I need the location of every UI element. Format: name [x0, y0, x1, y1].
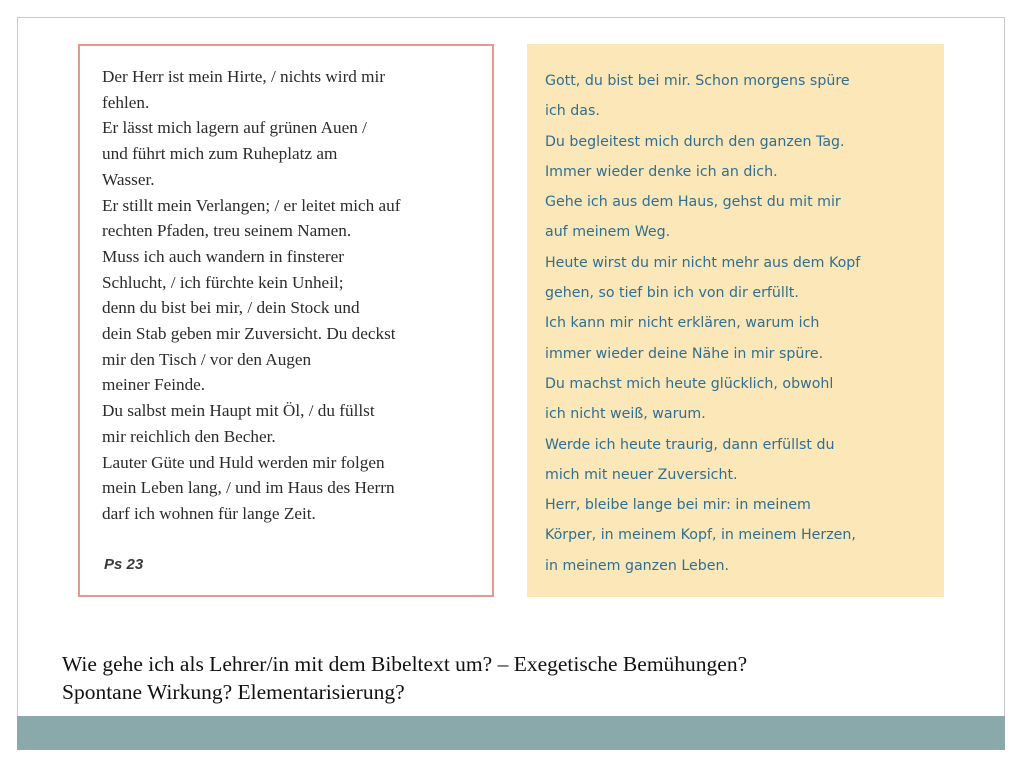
prayer-line: gehen, so tief bin ich von dir erfüllt. [545, 285, 799, 302]
prayer-line: Gott, du bist bei mir. Schon morgens spüre [545, 73, 850, 89]
prayer-line: Herr, bleibe lange bei mir: in meinem [545, 497, 811, 514]
psalm-text-box [78, 44, 494, 597]
psalm-reference: Ps 23 [104, 556, 144, 573]
psalm-line: Lauter Güte und Huld werden mir folgen [102, 452, 385, 472]
psalm-line: Der Herr ist mein Hirte, / nichts wird mir [102, 67, 386, 86]
prayer-line: auf meinem Weg. [545, 224, 671, 241]
psalm-line: dein Stab geben mir Zuversicht. Du deckst [102, 324, 396, 344]
prayer-line: in meinem ganzen Leben. [545, 557, 729, 574]
prayer-line: immer wieder deine Nähe in mir spüre. [545, 345, 824, 362]
psalm-line: fehlen. [102, 92, 150, 112]
psalm-line: Muss ich auch wandern in finsterer [102, 246, 344, 266]
psalm-line: meiner Feinde. [102, 375, 206, 395]
psalm-line: denn du bist bei mir, / dein Stock und [102, 298, 360, 318]
psalm-line: und führt mich zum Ruheplatz am [102, 144, 338, 164]
prayer-line: Du machst mich heute glücklich, obwohl [545, 375, 834, 392]
prayer-line: Du begleitest mich durch den ganzen Tag. [545, 133, 845, 150]
prayer-line: Heute wirst du mir nicht mehr aus dem Kopf [545, 254, 861, 271]
psalm-line: Er lässt mich lagern auf grünen Auen / [102, 118, 367, 138]
prayer-line: Ich kann mir nicht erklären, warum ich [545, 315, 820, 332]
prayer-line: Immer wieder denke ich an dich. [545, 163, 778, 180]
footer-bar [17, 716, 1005, 750]
prayer-line: Gehe ich aus dem Haus, gehst du mit mir [545, 194, 841, 211]
prayer-line: ich das. [545, 103, 600, 120]
question-line-1: Wie gehe ich als Lehrer/in mit dem Bibeltext um? – Exegetische Bemühungen? [62, 652, 748, 676]
psalm-line: Wasser. [102, 169, 155, 189]
psalm-line: rechten Pfaden, treu seinem Namen. [102, 221, 352, 241]
slide-question [62, 650, 992, 706]
psalm-line: mein Leben lang, / und im Haus des Herrn [102, 478, 395, 498]
psalm-line: darf ich wohnen für lange Zeit. [102, 503, 316, 523]
psalm-line: Schlucht, / ich fürchte kein Unheil; [102, 272, 344, 292]
prayer-line: mich mit neuer Zuversicht. [545, 466, 738, 483]
prayer-line: Körper, in meinem Kopf, in meinem Herzen, [545, 527, 856, 544]
psalm-line: Er stillt mein Verlangen; / er leitet mich auf [102, 195, 401, 215]
question-line-2: Spontane Wirkung? Elementarisierung? [62, 680, 405, 704]
psalm-line: mir den Tisch / vor den Augen [102, 349, 312, 369]
psalm-line: Du salbst mein Haupt mit Öl, / du füllst [102, 401, 375, 421]
prayer-line: ich nicht weiß, warum. [545, 406, 706, 423]
prayer-text-box [527, 44, 944, 597]
psalm-line: mir reichlich den Becher. [102, 426, 276, 446]
prayer-line: Werde ich heute traurig, dann erfüllst du [545, 436, 835, 453]
